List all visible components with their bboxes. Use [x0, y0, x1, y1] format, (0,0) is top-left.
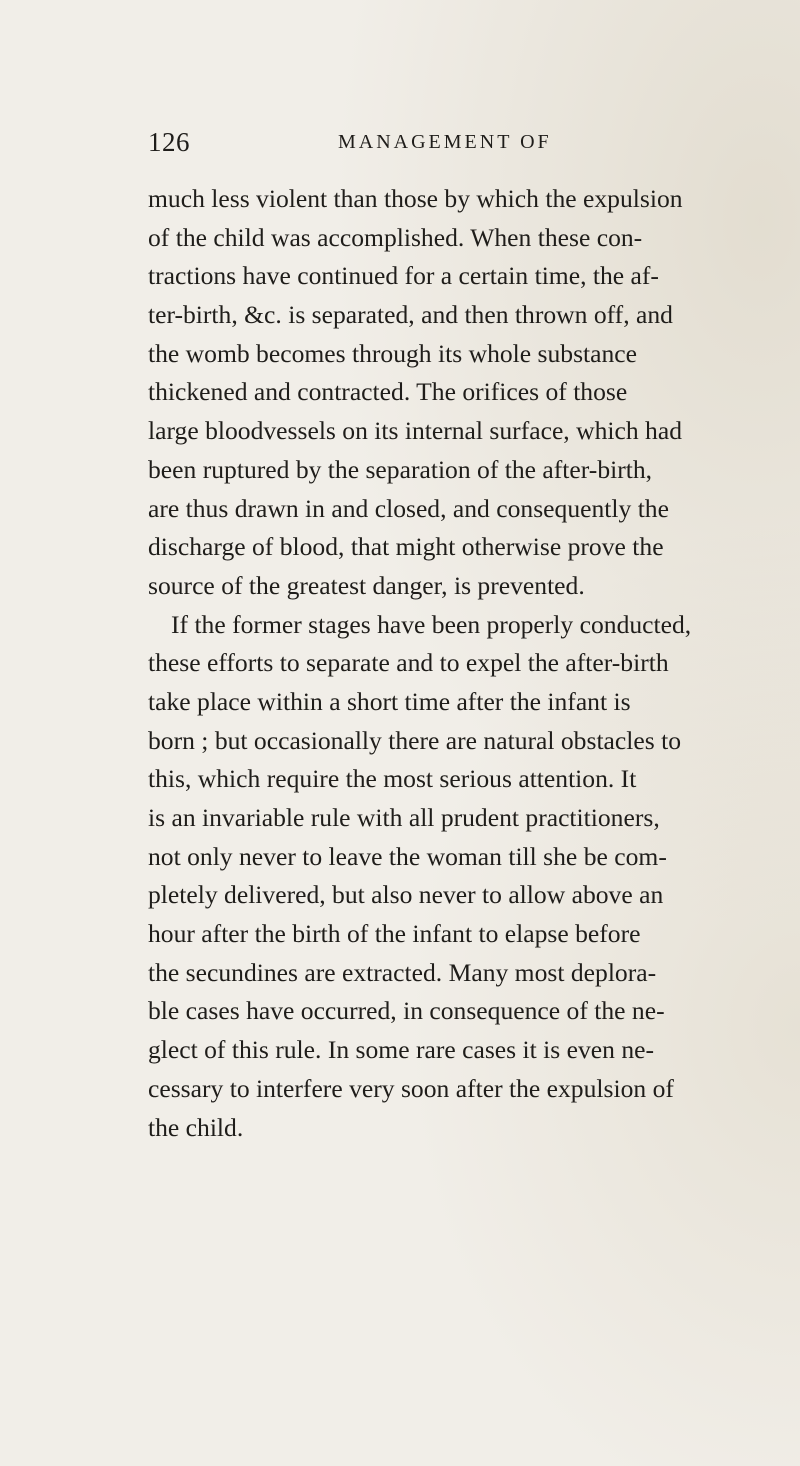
text-line: hour after the birth of the infant to elapse before [148, 919, 641, 949]
page-header [148, 127, 608, 161]
text-line: ter-birth, &c. is separated, and then thrown off, and [148, 300, 673, 330]
text-line: glect of this rule. In some rare cases it is even ne- [148, 1035, 655, 1065]
text-line: ble cases have occurred, in consequence of the ne- [148, 996, 665, 1026]
text-line: thickened and contracted. The orifices of those [148, 377, 628, 407]
text-line: is an invariable rule with all prudent practitioners, [148, 803, 660, 832]
text-line: much less violent than those by which the expulsion [148, 184, 683, 213]
text-line: the secundines are extracted. Many most deplora- [148, 957, 657, 987]
text-line: tractions have continued for a certain time, the af- [148, 261, 659, 291]
text-line: the child. [148, 1112, 244, 1142]
text-line: of the child was accomplished. When these con- [148, 222, 643, 252]
text-line: been ruptured by the separation of the after-birth, [148, 454, 653, 484]
body-text [148, 180, 692, 1147]
text-line: these efforts to separate and to expel the after-birth [148, 648, 669, 678]
page-number: 126 [148, 127, 190, 157]
running-head: MANAGEMENT OF [338, 131, 552, 153]
text-line: this, which require the most serious attention. It [148, 764, 637, 794]
text-line: are thus drawn in and closed, and consequently the [148, 493, 669, 523]
text-line: large bloodvessels on its internal surface, which had [148, 416, 683, 446]
text-line: source of the greatest danger, is prevented. [148, 570, 585, 600]
text-line: born ; but occasionally there are natural obstacles to [148, 725, 682, 755]
text-line: If the former stages have been properly conducted, [171, 609, 692, 639]
text-line: take place within a short time after the infant is [148, 686, 631, 716]
text-line: the womb becomes through its whole substance [148, 338, 638, 368]
text-line: discharge of blood, that might otherwise prove the [148, 532, 664, 562]
text-line: pletely delivered, but also never to allow above an [148, 880, 664, 910]
text-line: cessary to interfere very soon after the expulsion of [148, 1073, 674, 1103]
text-line: not only never to leave the woman till she be com- [148, 841, 667, 871]
